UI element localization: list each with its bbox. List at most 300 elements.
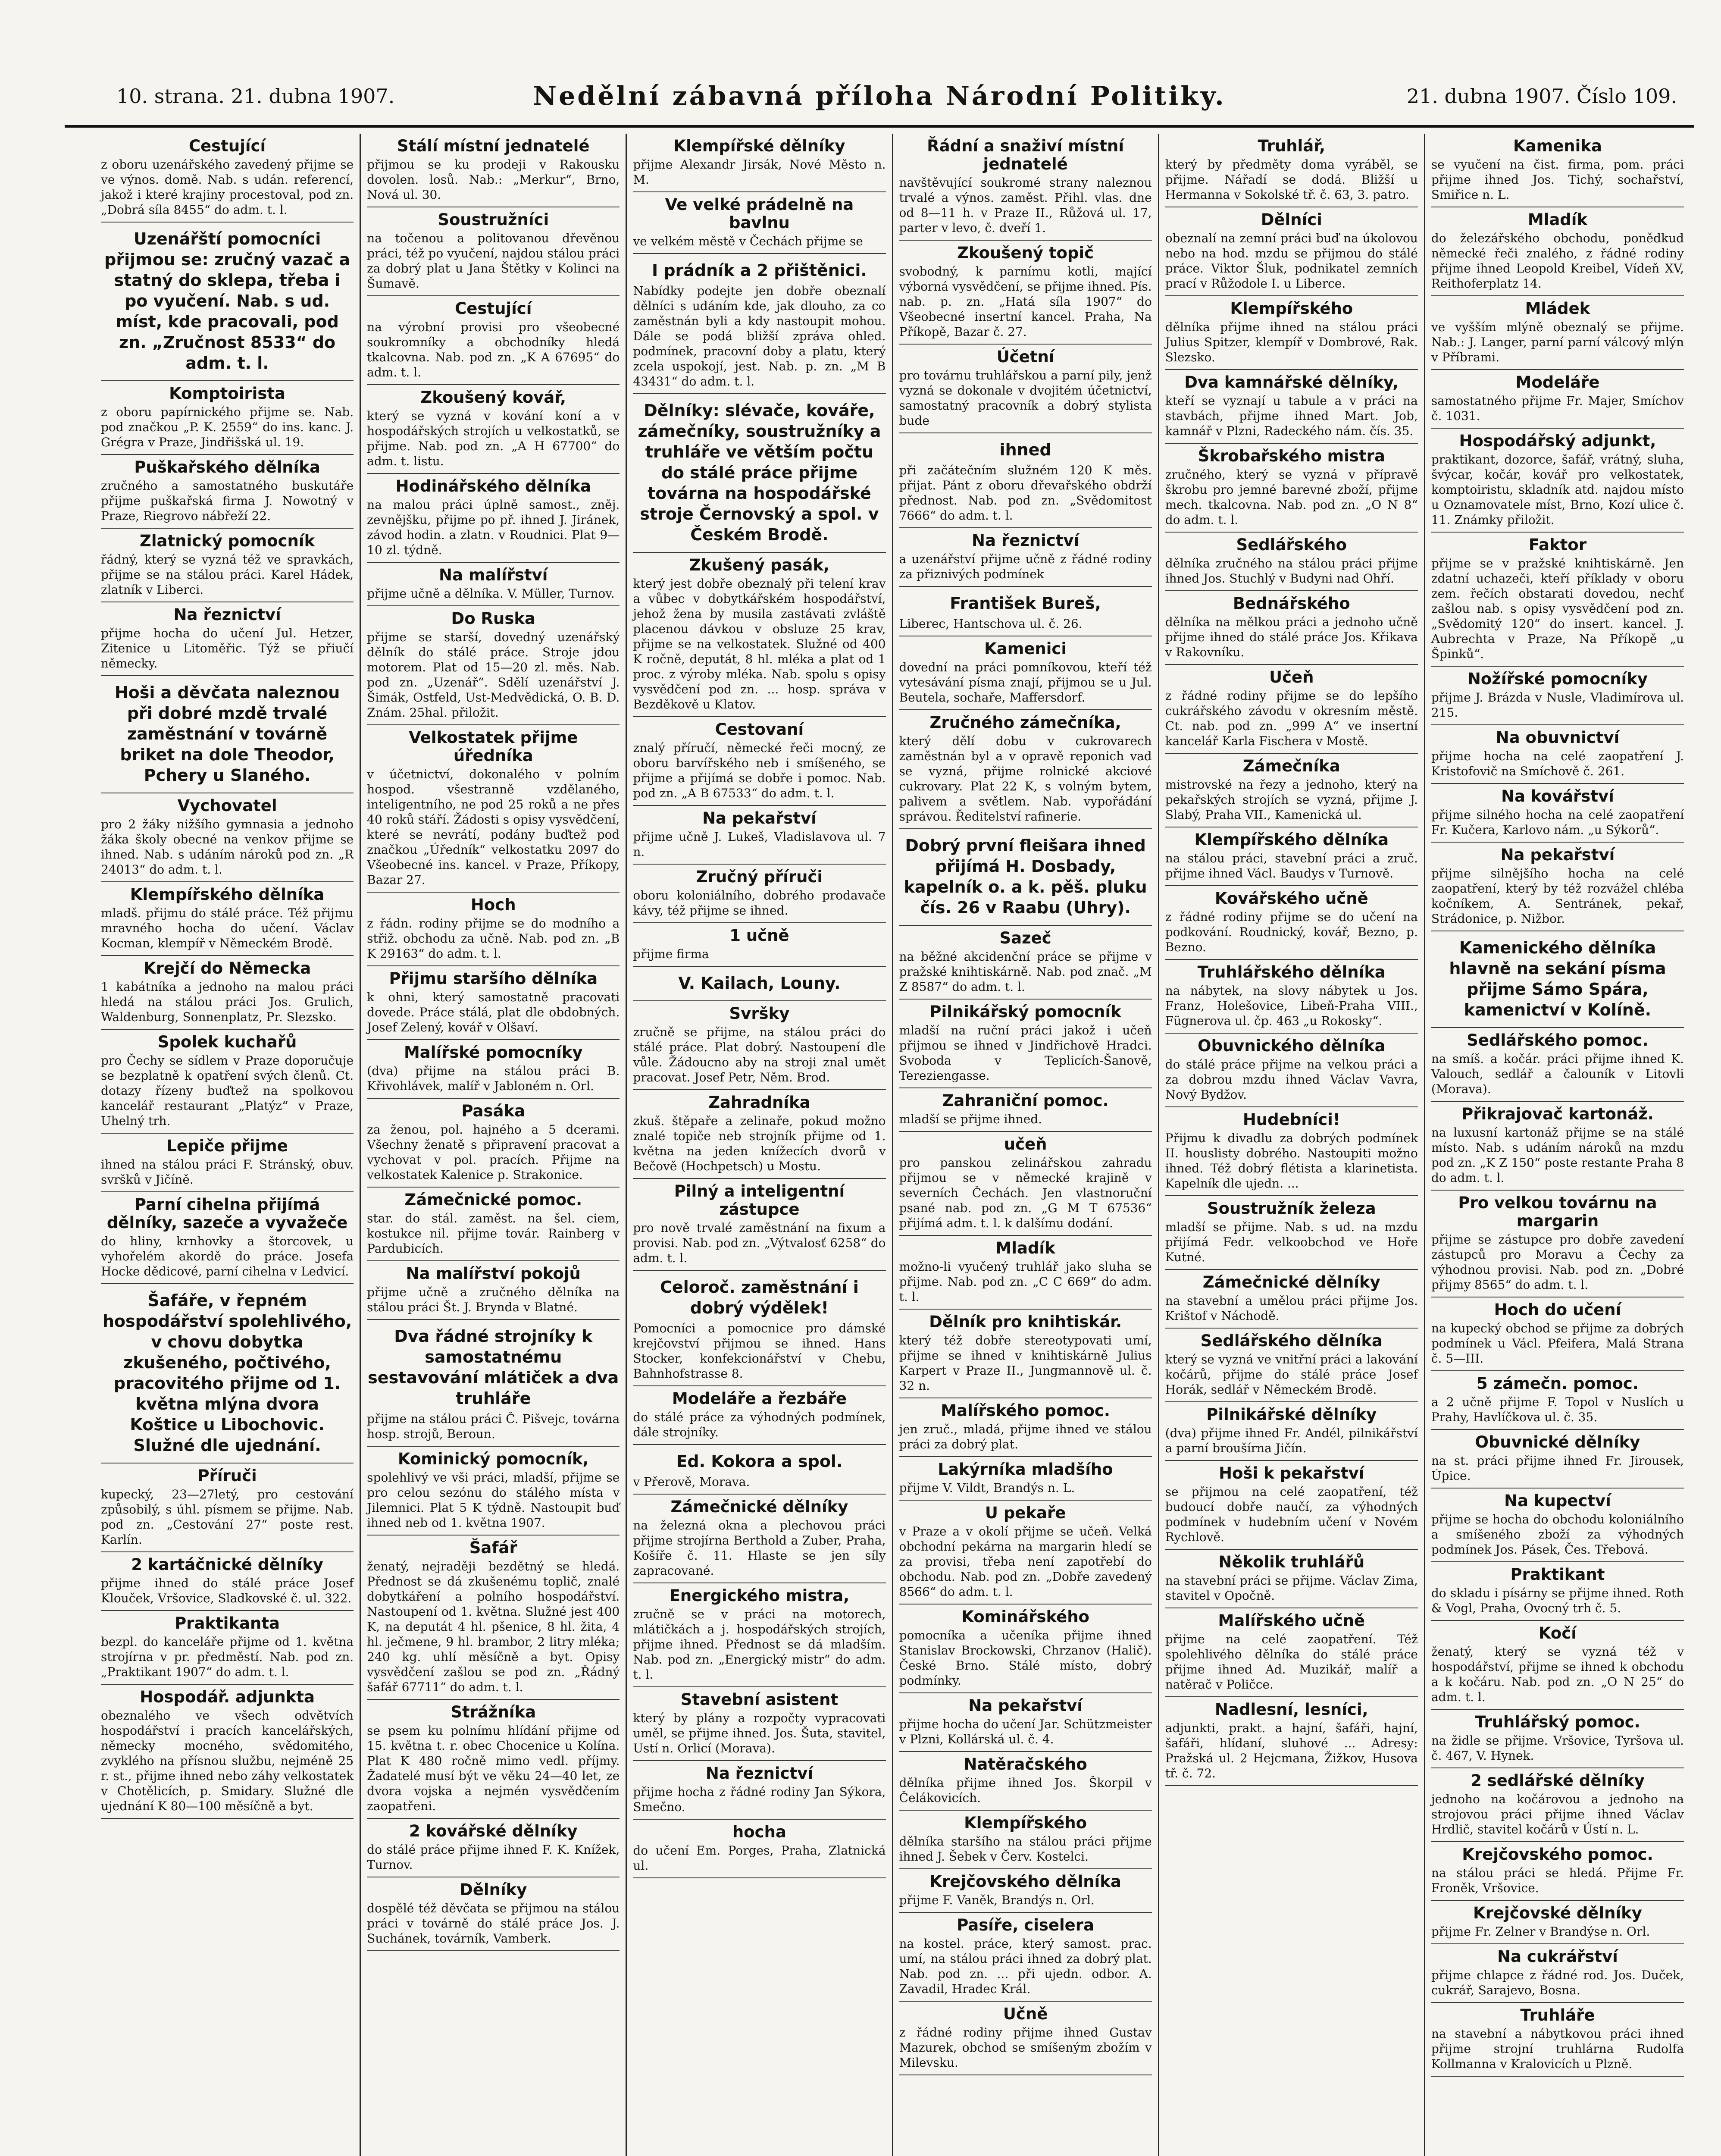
classified-ad (899, 134, 1152, 241)
ad-title: Klempířského (964, 1814, 1087, 1832)
ad-title: Cestující (188, 137, 266, 155)
ad-title: Na řeznictví (173, 605, 281, 624)
ad-body: mladší na ruční práci jakož i učeň přijmou se ihned v Jindřichově Hradci. Svoboda v Teplicích-Šanově, Tereziengasse. (899, 1023, 1152, 1083)
ad-title: 2 kovářské dělníky (409, 1822, 578, 1840)
ad-body: dělníka staršího na stálou práci přijme ihned J. Šebek v Červ. Kostelci. (899, 1834, 1152, 1864)
ad-title: 2 sedlářské dělníky (1471, 1771, 1645, 1790)
ad-body: mistrovské na řezy a jednoho, který na pekařských strojích se vyzná, přijme J. Slabý, Praha VII., Kamenická ul. (1165, 777, 1418, 822)
ad-body: dělníka přijme ihned Jos. Škorpil v Čelákovicích. (899, 1776, 1152, 1805)
ad-body: přijme ihned do stálé práce Josef Klouček, Vršovice, Sladkovské č. ul. 322. (101, 1576, 354, 1605)
ad-body: na běžné akcidenční práce se přijme v pražské knihtiskárně. Nab. pod znač. „M Z 8587“ do adm. t. l. (899, 950, 1152, 994)
classified-ad (1431, 1901, 1684, 1944)
ad-title: Několik truhlářů (1218, 1553, 1365, 1571)
ad-body: k ohni, který samostatně pracovati dovede. Práce stálá, plat dle obdobných. Josef Zelený, kovář v Olšaví. (367, 990, 620, 1034)
ad-title: Klempířské dělníky (673, 137, 845, 155)
ad-title: Učně (1003, 2005, 1048, 2023)
classified-ad (1431, 1102, 1684, 1191)
ad-body: dělníka přijme ihned na stálou práci Julius Spitzer, klempíř v Dombrové, Rak. Slezsko. (1165, 320, 1418, 364)
ad-title: Na pekařství (1500, 846, 1615, 864)
ad-title: Dělníky (460, 1880, 527, 1899)
ad-body: navštěvující soukromé strany naleznou trvalé a výnos. zaměst. Přihl. vlas. dne od 8—11 h. v Praze II., Růžová ul. 17, parter v levo, č. dveří 1. (899, 175, 1152, 235)
classified-ad (1165, 1034, 1418, 1107)
ad-title: Klempířského dělníka (1194, 830, 1389, 849)
ad-body: za ženou, pol. hajného a 5 dcerami. Všechny ženatě s připravení pracovat a vychovat v pol. pracích. Přijme na velkostatek Kalenice p. Strakonice. (367, 1122, 620, 1182)
newspaper-page (65, 73, 1694, 2156)
ad-title: Mládek (1525, 299, 1590, 318)
ad-body: na točenou a politovanou dřevěnou práci, též po vyučení, najdou stálou práci za dobrý plat u Jana Štětky v Kolinci na Šumavě. (367, 231, 620, 291)
classified-ad (101, 1030, 354, 1134)
ad-body: obeznalí na zemní práci buď na úkolovou nebo na hod. mzdu se přijmou do stálé práce. Viktor Šluk, podnikatel zemních prací v Růžodole I. u Liberce. (1165, 231, 1418, 291)
ad-body: pro panskou zelinářskou zahradu přijmou se v německé krajině v severních Čechách. Jen vlastnoruční psané nab. pod zn. „G M T 67536“ přijímá adm. t. l. k dalšímu dodání. (899, 1156, 1152, 1230)
ad-body: z řádn. rodiny přijme se do modního a střiž. obchodu za učně. Nab. pod zn. „B K 29163“ do adm. t. l. (367, 916, 620, 961)
classified-ad (101, 1134, 354, 1192)
classified-ad (633, 717, 886, 806)
ad-title: Přikrajovač kartonáž. (1461, 1105, 1654, 1123)
classified-ad (1165, 1402, 1418, 1461)
ad-body: z oboru papírnického přijme se. Nab. pod značkou „P. K. 2559“ do ins. kanc. J. Grégra v Praze, Jindřišská ul. 19. (101, 405, 354, 449)
ad-title: Hospodář. adjunkta (140, 1688, 315, 1706)
ad-title: Na malířství pokojů (406, 1264, 581, 1283)
classified-ad (1431, 667, 1684, 725)
ad-body: na výrobní provisi pro všeobecné soukromníky a obchodníky hledá tkalcovna. Nab. pod zn. „K A 67695“ do adm. t. l. (367, 320, 620, 379)
ad-title: Šafář (469, 1539, 517, 1557)
classified-ad (1431, 1710, 1684, 1768)
ad-title: Na pekařství (702, 809, 817, 827)
classified-ad (1431, 1768, 1684, 1842)
classified-ad (899, 587, 1152, 636)
ad-title: Škrobařského mistra (1198, 447, 1385, 465)
ad-body: a 2 učně přijme F. Topol v Nuslích u Prahy, Havlíčkova ul. č. 35. (1431, 1395, 1684, 1424)
ad-body: z oboru uzenářského zavedený přijme se ve výnos. domě. Nab. s udán. referencí, jakož i které krajiny procestoval, pod zn. „Dobrá síla 8455“ do adm. t. l. (101, 157, 354, 217)
ad-title: Soustružník železa (1207, 1199, 1376, 1218)
ad-body: adjunkti, prakt. a hajní, šafáři, hajní, šafáři, hlídaní, sluhové ... Adresy: Pražská ul. 2 Hejcmana, Žižkov, Husova tř. č. 72. (1165, 1721, 1418, 1780)
ad-title: 2 kartáčnické dělníky (131, 1555, 323, 1574)
classified-ad (899, 1869, 1152, 1913)
classified-ad (1165, 827, 1418, 886)
ad-title: Strážníka (451, 1703, 536, 1721)
ad-title: Nadlesní, lesníci, (1214, 1700, 1368, 1719)
ad-title: Praktikanta (175, 1614, 280, 1633)
classified-ad (1165, 754, 1418, 827)
column-4 (893, 134, 1159, 2156)
ad-title: Zkoušený topič (957, 244, 1094, 262)
classified-ad (633, 1001, 886, 1090)
classified-ad (101, 1463, 354, 1552)
classified-ad (633, 1386, 886, 1445)
classified-ad (367, 725, 620, 893)
ad-title: Sedlářského dělníka (1200, 1332, 1383, 1350)
ad-title: Hoši k pekařství (1219, 1464, 1364, 1482)
ad-body: na kupecký obchod se přijme za dobrých podmínek u Václ. Pfeifera, Malá Strana č. 5—III. (1431, 1321, 1684, 1366)
classified-ad (1165, 1461, 1418, 1550)
ad-body: do stálé práce za výhodných podmínek, dále strojníky. (633, 1410, 886, 1439)
ad-body: v Praze a v okolí přijme se učeň. Velká obchodní pekárna na margarin hledí se za provisi, třeba není zapotřebí do obchodu. Nab. pod zn. „Dobře zavedený 8566“ do adm. t. l. (899, 1524, 1152, 1599)
classified-ad (367, 1447, 620, 1536)
ad-body: do stálé práce přijme na velkou práci a za dobrou mzdu ihned Václav Vavra, Nový Bydžov. (1165, 1057, 1418, 1102)
ad-body: oboru koloniálního, dobrého prodavače kávy, též přijme se ihned. (633, 888, 886, 918)
ad-title: Cestovaní (715, 720, 804, 739)
ad-body: Nabídky podejte jen dobře obeznalí dělníci s udáním kde, jak dlouho, za co zaměstnán byli a kdy nastoupit mohou. Dále se podá bližší zpráva ohled. podmínek, pracovní doby a platu, který zcela uspokojí, jest. Nab. p. zn. „M B 43431“ do adm. t. l. (633, 284, 886, 389)
classified-ad (1165, 134, 1418, 207)
ad-title: Sedlářského pomoc. (1467, 1031, 1649, 1050)
classified-ad (633, 192, 886, 254)
ad-body: pomocníka a učeníka přijme ihned Stanislav Brockowski, Chrzanov (Halič). České Brno. Stálé místo, dobrý podmínky. (899, 1628, 1152, 1688)
classified-ad (1431, 370, 1684, 429)
ad-title: Natěračského (964, 1755, 1087, 1774)
ad-body: na luxusní kartonáž přijme se na stálé místo. Nab. s udáním nároků na mzdu pod zn. „K Z 150“ poste restante Praha 8 do adm. t. l. (1431, 1125, 1684, 1185)
ad-body: přijme F. Vaněk, Brandýs n. Orl. (899, 1893, 1095, 1907)
classified-ad (367, 1261, 620, 1320)
ad-body: přijme V. Vildt, Brandýs n. L. (899, 1481, 1075, 1495)
ad-body: v Přerově, Morava. (633, 1475, 750, 1489)
ad-title: Cestující (455, 299, 532, 318)
classified-ad (633, 865, 886, 923)
ad-body: přijme hocha do učení Jul. Hetzer, Zitenice u Litoměřic. Týž se přiučí německy. (101, 626, 354, 671)
ad-body: kteří se vyznají u tabule a v práci na stavbách, přijme ihned Mart. Job, kamnář v Plzni, Radeckého nám. čís. 35. (1165, 394, 1418, 438)
ad-title: Hoši a děvčata naleznou při dobré mzdě trvalé zaměstnání v továrně briket na dole Theodor, Pchery u Slaného. (114, 683, 340, 785)
classified-ad (1165, 591, 1418, 665)
ad-body: do učení Em. Porges, Praha, Zlatnická ul. (633, 1843, 886, 1873)
classified-ad (101, 529, 354, 602)
ad-body: do skladu i písárny se přijme ihned. Roth & Vogl, Praha, Ovocný trh č. 5. (1431, 1586, 1684, 1615)
ad-title: Dobrý první fleišara ihned přijímá H. Dosbady, kapelník o. a k. pěš. pluku čís. 26 v Raabu (Uhry). (904, 836, 1147, 917)
classified-ad (899, 1457, 1152, 1501)
ad-body: na židle se přijme. Vršovice, Tyršova ul. č. 467, V. Hynek. (1431, 1733, 1684, 1763)
ad-body: který jest dobře obeznalý při telení krav a vůbec v dobytkářském hospodářství, jehož žena by musila zastávati zvláště placenou dávkou v obsluze 25 krav, přijme se na velkostatek. Služné od 400 K ročně, deputát, 8 hl. mléka a plat od 1 proc. z výroby mléka. Nab. spolu s opisy vysvědčení pod zn. ... hosp. správa v Bezděkově u Klatov. (633, 577, 886, 711)
ad-title: Na cukrářství (1497, 1947, 1618, 1966)
ad-body: přijme J. Brázda v Nusle, Vladimírova ul. 215. (1431, 690, 1684, 720)
ad-title: Modeláře a řezbáře (672, 1389, 847, 1408)
ad-title: Sazeč (999, 929, 1051, 947)
ad-body: jen zruč., mladá, přijme ihned ve stálou práci za dobrý plat. (899, 1422, 1152, 1451)
ad-body: přijme se hocha do obchodu koloniálního a smíšeného zboží za výhodných podmínek Jos. Pásek, Čes. Třebová. (1431, 1512, 1684, 1557)
ad-title: učeň (1004, 1135, 1047, 1153)
ad-body: pro Čechy se sídlem v Praze doporučuje se bezplatně k opatření svých členů. Ct. dotazy řízeny buďtež na spolkovou kancelář restaurant „Platýz“ v Praze, Uhelný trh. (101, 1053, 354, 1128)
ad-body: znalý příručí, německé řeči mocný, ze oboru barvířského neb i smíšeného, se přijme a přijímá se dobře i pomoc. Nab. pod zn. „A B 67533“ do adm. t. l. (633, 741, 886, 800)
ad-body: star. do stál. zaměst. na šel. ciem, kostukce nil. přijme továr. Rainberg v Pardubicích. (367, 1211, 620, 1256)
classified-ad (899, 926, 1152, 1000)
ad-body: 1 kabátníka a jednoho na malou práci hledá na stálou práci Jos. Grulich, Waldenburg, Sonnenplatz, Pr. Slezsko. (101, 980, 354, 1024)
ad-body: přijme hocha do učení Jar. Schützmeister v Plzni, Kollárská ul. č. 4. (899, 1717, 1152, 1746)
ad-body: přijme se starší, dovedný uzenářský dělník do stálé práce. Stroje jdou motorem. Plat od 15—20 zl. měs. Nab. pod zn. „Uzenář“. Sdělí uzenářství J. Šimák, Ostfeld, Ust-Medvědická, O. B. D. Znám. 25hal. přiložit. (367, 630, 620, 720)
ad-body: na železná okna a plechovou práci přijme strojírna Berthold a Zuber, Praha, Košíře č. 11. Hlaste se jen síly zapracované. (633, 1518, 886, 1578)
classified-ad (367, 606, 620, 725)
classified-ad (899, 1088, 1152, 1132)
ad-title: Řádní a snaživí místní jednatelé (927, 137, 1124, 173)
classified-ad (633, 1271, 886, 1386)
ad-title: Zručný příruči (696, 868, 823, 886)
classified-ad (1165, 1608, 1418, 1697)
ad-title: Na řeznictví (972, 531, 1080, 550)
ad-body: zkuš. štěpaře a zelinaře, pokud možno znalé topiče neb strojník přijme od 1. května na jeden knížecích dvorů v Bečově (Hochpetsch) u Mostu. (633, 1114, 886, 1173)
ad-title: Truhlářského dělníka (1197, 963, 1386, 981)
classified-ad (899, 1132, 1152, 1236)
classified-ad (1431, 1562, 1684, 1621)
issue-date-number: 21. dubna 1907. Číslo 109. (1406, 85, 1677, 108)
classified-ad (1165, 1107, 1418, 1196)
ad-title: Hoch (470, 896, 516, 914)
classified-ad (101, 956, 354, 1030)
ad-body: do hliny, krnhovky a štorcovek, u vyhořelém akordě do práce. Josefa Hocke dědicové, parní cihelna v Ledvicí. (101, 1234, 354, 1279)
ad-title: Komptoirista (169, 384, 286, 403)
ad-body: dovední na práci pomníkovou, kteří též vytesávání písma znají, přijmou se u Jul. Beutela, sochaře, Maffersdorf. (899, 660, 1152, 705)
ad-body: přijme učně a zručného dělníka na stálou práci Št. J. Brynda v Blatné. (367, 1285, 620, 1314)
classified-ad (1165, 1196, 1418, 1270)
classified-ad (101, 222, 354, 381)
classified-ad (1431, 1842, 1684, 1901)
classified-ad (1431, 931, 1684, 1028)
ad-body: pro továrnu truhlářskou a parní pily, jenž vyzná se dokonale v dvojitém účetnictví, samostatný pracovník a dobrý stylista bude (899, 368, 1152, 428)
classified-ad (899, 829, 1152, 926)
ad-body: který též dobře stereotypovati umí, přijme se ihned v knihtiskárně Julius Karpert v Praze II., Jungmannově ul. č. 32 n. (899, 1333, 1152, 1393)
ad-title: Vychovatel (177, 796, 277, 815)
ad-title: Na řeznictví (705, 1764, 813, 1783)
classified-ad (1431, 725, 1684, 784)
classified-ad (367, 966, 620, 1040)
column-3 (627, 134, 893, 2156)
ad-title: Zámečnické dělníky (1202, 1273, 1380, 1291)
classified-ad (1431, 533, 1684, 667)
ad-body: přijmou se ku prodeji v Rakousku dovolen. losů. Nab.: „Merkur“, Brno, Nová ul. 30. (367, 157, 620, 202)
classified-ad (1431, 1944, 1684, 2003)
classified-ad (899, 241, 1152, 345)
classified-ad (101, 1552, 354, 1611)
classified-ad (899, 2002, 1152, 2075)
ad-body: do stálé práce přijme ihned F. K. Knížek, Turnov. (367, 1843, 620, 1872)
ad-body: který se vyzná v kování koní a v hospodářských strojích u velkostatků, se přijme. Nab. pod zn. „A H 67700“ do adm. t. listu. (367, 409, 620, 468)
classified-ad (1431, 1297, 1684, 1371)
ad-body: přijme se v pražské knihtiskárně. Jen zdatní uchazeči, kteří příklady v oboru zem. řečích obstarati dovedou, nechť zašlou nab. s opisy vysvědčení pod zn. „Svědomitý 120“ do insert. kancel. J. Aubrechta v Praze, Na Příkopě „u Špinků“. (1431, 556, 1684, 661)
ad-title: 5 zámečn. pomoc. (1477, 1374, 1639, 1393)
classified-ad (1431, 784, 1684, 843)
ad-body: praktikant, dozorce, šafář, vrátný, sluha, švýcar, kočár, kovář pro velkostatek, komptoiristu, skladník atd. najdou místo u Oznamovatele míst, Brno, Kozí ulice č. 11. Známky přiložit. (1431, 452, 1684, 527)
classified-ad (633, 1820, 886, 1878)
ad-body: bezpl. do kanceláře přijme od 1. května strojírna v pr. předměstí. Nab. pod zn. „Praktikant 1907“ do adm. t. l. (101, 1635, 354, 1679)
classified-ad (1165, 665, 1418, 754)
ad-title: Krejčovského dělníka (929, 1872, 1121, 1891)
ad-body: který by plány a rozpočty vypracovati uměl, se přijme ihned. Jos. Šuta, stavitel, Ustí n. Orlicí (Morava). (633, 1711, 886, 1755)
ad-title: Do Ruska (451, 609, 535, 628)
classified-ad (367, 1188, 620, 1261)
ad-body: samostatného přijme Fr. Majer, Smíchov č. 1031. (1431, 394, 1684, 423)
ad-body: možno-li vyučený truhlář jako sluha se přijme. Nab. pod zn. „C C 669“ do adm. t. l. (899, 1260, 1152, 1304)
ad-title: Lakýrníka mladšího (938, 1460, 1113, 1479)
ad-body: (dva) přijme ihned Fr. Andél, pilnikářství a parní broušírna Jičín. (1165, 1426, 1418, 1455)
column-1 (95, 134, 361, 2156)
ad-body: na st. práci přijme ihned Fr. Jirousek, Úpice. (1431, 1454, 1684, 1483)
ad-title: Pilný a inteligentní zástupce (674, 1182, 845, 1219)
ad-body: přijme hocha na celé zaopatření J. Kristofovič na Smíchově č. 261. (1431, 749, 1684, 778)
ad-body: mladší se přijme ihned. (899, 1112, 1042, 1126)
ad-body: svobodný, k parnímu kotli, mající výborná vysvědčení, se přijme ihned. Pís. nab. p. zn. „Hatá síla 1907“ do Všeobecné insertní kancel. Praha, Na Příkopě, Bazar č. 27. (899, 264, 1152, 339)
ad-body: se přijmou na celé zaopatření, též budoucí dobře naučí, za výhodných podmínek v hudebním učení v Novém Rychlově. (1165, 1485, 1418, 1544)
classified-ad (367, 385, 620, 474)
ad-title: Pilnikářský pomocník (929, 1003, 1121, 1021)
ad-body: na malou práci úplně samost., zněj. zevnějšku, přijme po př. ihned J. Jiránek, závod hodin. a zlatn. v Roudnici. Plat 9—10 zl. týdně. (367, 498, 620, 557)
ad-body: ženatý, který se vyzná též v hospodářství, přijme se ihned k obchodu a k kočáru. Nab. pod zn. „O N 25“ do adm. t. l. (1431, 1645, 1684, 1704)
classified-ad (367, 563, 620, 606)
ad-title: Učeň (1269, 668, 1314, 686)
classified-ad (101, 602, 354, 676)
ad-body: přijme Alexandr Jirsák, Nové Město n. M. (633, 157, 886, 187)
classified-ad (633, 1687, 886, 1761)
ad-title: V. Kailach, Louny. (678, 974, 841, 993)
ad-body: Liberec, Hantschova ul. č. 26. (899, 617, 1083, 631)
ad-title: Pasíře, ciselera (957, 1916, 1094, 1934)
classified-ad (367, 207, 620, 296)
ad-body: na nábytek, na slovy nábytek u Jos. Franz, Holešovice, Libeň-Praha VIII., Fügnerova ul. čp. 463 „u Rokosky“. (1165, 984, 1418, 1028)
ad-title: Šafáře, v řepném hospodářství spolehlivého, v chovu dobytka zkušeného, počtivého, pracovitého přijme od 1. května mlýna dvora Koštice u Libochovic. Služné dle ujednání. (102, 1291, 352, 1455)
classified-ad (101, 1685, 354, 1819)
ad-body: Pomocníci a pomocnice pro dámské krejčovství přijmou se ihned. Hans Stocker, konfekcionářství v Chebu, Bahnhofstrasse 8. (633, 1321, 886, 1381)
ad-title: Klempířského (1230, 299, 1353, 318)
ad-title: František Bureš, (950, 594, 1101, 613)
ad-title: U pekaře (985, 1504, 1066, 1522)
classified-ad (633, 134, 886, 192)
ad-title: Kamenika (1513, 137, 1602, 155)
ad-title: 1 učně (729, 926, 789, 945)
classified-ad (1165, 207, 1418, 296)
ad-title: ihned (999, 440, 1051, 459)
classified-ad (899, 1811, 1152, 1869)
ad-title: I prádník a 2 přištěnici. (651, 261, 867, 280)
ad-title: Zlatnický pomocník (140, 532, 315, 550)
classified-ad (899, 433, 1152, 528)
ad-body: při začátečním služném 120 K měs. přijat. Pánt z oboru dřevařského obdrží přednost. Nab. pod zn. „Svědomitost 7666“ do adm. t. l. (899, 463, 1152, 523)
classified-ad (899, 1501, 1152, 1604)
classified-ad (1431, 843, 1684, 931)
classified-ad (1165, 533, 1418, 591)
classified-ad (633, 1761, 886, 1820)
ad-body: se vyučení na čist. firma, pom. práci přijme ihned Jos. Tichý, sochařství, Smiřice n. L. (1431, 157, 1684, 202)
ad-title: Kamenického dělníka hlavně na sekání písma přijme Sámo Spára, kamenictví v Kolíně. (1449, 938, 1666, 1019)
ad-title: Pasáka (461, 1102, 526, 1120)
ad-body: přijme chlapce z řádné rod. Jos. Duček, cukrář, Sarajevo, Bosna. (1431, 1968, 1684, 1997)
classified-ad (633, 553, 886, 717)
ad-body: se psem ku polnímu hlídání přijme od 15. května t. r. obec Chocenice u Kolína. Plat K 480 ročně mimo vedl. příjmy. Žadatelé musí být ve věku 24—40 let, ze dvora vojska a nejmén vysvědčením zaopatřeni. (367, 1724, 620, 1813)
ad-body: přijme učně J. Lukeš, Vladislavova ul. 7 n. (633, 830, 886, 859)
ad-body: na stavební a nábytkovou práci ihned přijme strojní truhlárna Rudolfa Kollmanna v Kralovicích u Plzně. (1431, 2027, 1684, 2071)
classified-ad (899, 1000, 1152, 1088)
ad-title: Účetní (996, 348, 1055, 366)
ad-title: Soustružníci (438, 210, 549, 229)
ad-body: do železářského obchodu, ponědkud německé řeči znalého, z řádné rodiny přijme ihned Leopold Kreibel, Vídeň XV, Reithoferplatz 14. (1431, 231, 1684, 291)
classified-ad (633, 254, 886, 394)
ad-title: Hospodářský adjunkt, (1459, 432, 1656, 450)
ad-body: pro nově trvalé zaměstnání na fixum a provisi. Nab. pod zn. „Výtvalosť 6258“ do adm. t. l. (633, 1221, 886, 1265)
ad-title: Na obuvnictví (1496, 728, 1620, 747)
ad-title: Truhlářský pomoc. (1475, 1713, 1640, 1731)
ad-title: Parní cihelna přijímá dělníky, sazeče a vyvažeče (106, 1195, 348, 1232)
ad-title: Lepiče přijme (166, 1137, 288, 1155)
ad-title: Stálí místní jednatelé (397, 137, 590, 155)
ad-body: dělníka na mělkou práci a jednoho učně přijme ihned do stálé práce Jos. Křikava v Rakovníku. (1165, 615, 1418, 659)
ad-title: Na kovářství (1501, 787, 1614, 805)
ad-title: Svršky (729, 1004, 790, 1023)
ad-body: ve vyšším mlýně obeznalý se přijme. Nab.: J. Langer, parní parní válcový mlýn v Příbrami. (1431, 320, 1684, 364)
ad-title: Pilnikářské dělníky (1206, 1405, 1377, 1424)
ad-title: Hudebníci! (1242, 1110, 1340, 1129)
column-5 (1159, 134, 1425, 2156)
page-number-date: 10. strana. 21. dubna 1907. (116, 85, 395, 108)
classified-ad (1431, 134, 1684, 207)
ad-title: Mladík (1527, 210, 1588, 229)
ad-title: Spolek kuchařů (157, 1033, 297, 1051)
ad-body: obeznalého ve všech odvětvích hospodářství i pracích kancelářských, německy mocného, svědomitého, zvyklého na přísnou službu, nejméně 25 r. st., přijme ihned nebo záhy velkostatek v Chotělicích, p. Smidary. Služné dle ujednání K 80—100 měsíčně a byt. (101, 1708, 354, 1813)
ad-title: Malířského pomoc. (941, 1401, 1110, 1420)
ad-body: dělníka zručného na stálou práci přijme ihned Jos. Stuchlý v Budyni nad Ohří. (1165, 556, 1418, 586)
ad-title: Malířského učně (1218, 1611, 1365, 1630)
ad-body: na stavební a umělou práci přijme Jos. Krištof v Náchodě. (1165, 1294, 1418, 1323)
classified-ad (367, 1040, 620, 1099)
classified-ad (367, 1877, 620, 1951)
classified-ad (101, 882, 354, 956)
ad-body: spolehlivý ve vši práci, mladší, přijme se pro celou sezónu do stálého místa v Jilemnici. Plat 5 K týdně. Nastoupit buď ihned neb od 1. května 1907. (367, 1470, 620, 1530)
ad-title: Zručného zámečníka, (929, 713, 1121, 732)
classified-columns (95, 134, 1690, 2156)
ad-body: přijme učně a dělníka. V. Müller, Turnov. (367, 586, 615, 601)
classified-ad (633, 806, 886, 865)
classified-ad (633, 1179, 886, 1271)
ad-body: zručně se přijme, na stálou práci do stálé práce. Plat dobrý. Nastoupení dle vůle. Žádoucno aby na stroji znal umět pracovat. Josef Petr, Něm. Brod. (633, 1025, 886, 1084)
classified-ad (899, 1752, 1152, 1811)
ad-body: který dělí dobu v cukrovarech zaměstnán byl a v opravě reponich vad se vyzná, přijme rolnické akciové cukrovary. Plat 22 K, s volným bytem, palivem a světlem. Nab. vypořádání správou. Ředitelství rafinerie. (899, 734, 1152, 824)
ad-title: Zkušený pasák, (689, 556, 830, 574)
ad-title: Velkostatek přijme úředníka (409, 728, 578, 765)
classified-ad (1165, 1270, 1418, 1329)
ad-title: Zahradníka (708, 1093, 810, 1112)
ad-body: pro 2 žáky nižšího gymnasia a jednoho žáka školy obecné na venkov přijme se ihned. Nab. s udáním nároků pod zn. „R 24013“ do adm. t. l. (101, 817, 354, 877)
classified-ad (899, 1236, 1152, 1310)
ad-body: na kostel. práce, který samost. prac. umí, na stálou práci ihned za dobrý plat. Nab. pod zn. ... při ujedn. odbor. A. Zavadil, Hradec Král. (899, 1937, 1152, 1996)
ad-body: přijme silného hocha na celé zaopatření Fr. Kučera, Karlovo nám. „u Sýkorů“. (1431, 808, 1684, 837)
ad-body: v účetnictví, dokonalého v polním hospod. všestranně vzdělaného, inteligentního, ne pod 25 roků a ne přes 40 roků stáří. Žádosti s opisy vysvědčení, které se nevrátí, podány buďtež pod značkou „Úředník“ velkostatku 2097 do Všeobecné ins. kancel. v Praze, Příkopy, Bazar 27. (367, 767, 620, 887)
ad-title: Ve velké prádelně na bavlnu (665, 195, 854, 232)
classified-ad (899, 1693, 1152, 1752)
ad-body: na stavební práci se přijme. Václav Zima, stavitel v Opočně. (1165, 1573, 1418, 1603)
ad-body: přijme silnějšího hocha na celé zaopatření, který by též rozvážel chléba kočníkem, A. Sentránek, pekař, Strádonice, p. Nižbor. (1431, 866, 1684, 926)
classified-ad (1431, 1430, 1684, 1489)
ad-body: z řádné rodiny přijme ihned Gustav Mazurek, obchod se smíšeným zbožím v Milevsku. (899, 2025, 1152, 2070)
ad-title: Truhlář, (1258, 137, 1326, 155)
classified-ad (101, 455, 354, 529)
classified-ad (1431, 429, 1684, 533)
ad-body: na smíš. a kočár. práci přijme ihned K. Valouch, sedlář a čalouník v Litovli (Morava). (1431, 1052, 1684, 1096)
ad-body: z řádné rodiny přijme se do učení na podkování. Roudnický, kovář, Bezno, p. Bezno. (1165, 910, 1418, 954)
classified-ad (367, 1320, 620, 1447)
ad-title: Truhláře (1520, 2006, 1595, 2024)
ad-title: Zahraniční pomoc. (942, 1091, 1109, 1110)
classified-ad (1431, 1621, 1684, 1710)
classified-ad (101, 1192, 354, 1284)
classified-ad (367, 1819, 620, 1877)
classified-ad (1165, 296, 1418, 370)
ad-body: (dva) přijme na stálou práci B. Křivohlávek, malíř v Jabloném n. Orl. (367, 1064, 620, 1093)
classified-ad (1431, 2003, 1684, 2077)
classified-ad (367, 474, 620, 563)
publication-title: Nedělní zábavná příloha Národní Politiky. (533, 81, 1226, 111)
classified-ad (899, 345, 1152, 433)
column-6 (1425, 134, 1690, 2156)
ad-body: zručného, který se vyzná v přípravě škrobu pro jemné barevné zboží, přijme mech. tkalcovna. Nab. pod zn. „O N 8“ do adm. t. l. (1165, 467, 1418, 527)
classified-ad (101, 1284, 354, 1463)
classified-ad (367, 134, 620, 207)
classified-ad (367, 1099, 620, 1188)
ad-body: řádný, který se vyzná též ve spravkách, přijme se na stálou práci. Karel Hádek, zlatník v Liberci. (101, 552, 354, 597)
ad-body: přijme na celé zaopatření. Též spolehlivého dělníka do stálé práce přijme ihned Ad. Muzikář, malíř a natěrač v Poličce. (1165, 1632, 1418, 1692)
column-2 (361, 134, 627, 2156)
classified-ad (367, 1536, 620, 1700)
